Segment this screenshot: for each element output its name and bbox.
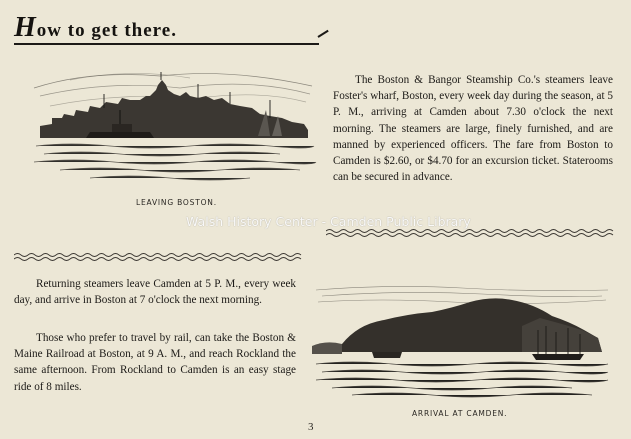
page-number: 3	[308, 421, 314, 433]
boston-harbor-engraving	[30, 66, 318, 184]
right-wave-divider	[326, 228, 616, 238]
left-wave-divider	[14, 252, 304, 262]
rail-paragraph: Those who prefer to travel by rail, can take the Boston & Maine Railroad at Boston, at 9 A. M., and reach Rockland the same afternoon. From Rockland to Camden is an easy stage ride of 8 miles.	[14, 332, 296, 393]
returning-paragraph: Returning steamers leave Camden at 5 P. M., every week day, and arrive in Boston at 7 o'clock the next morning.	[14, 278, 296, 307]
steamer-paragraph: The Boston & Bangor Steamship Co.'s steamers leave Foster's wharf, Boston, every week day during the season, at 5 P. M., arriving at Camden about 7.30 o'clock the next morning. The steamers are large, finely furnished, and are manned by experienced officers. The fare from Boston to Camden is $2.60, or $4.70 for an excursion ticket. Staterooms can be secured in advance.	[333, 74, 613, 184]
title-initial: H	[14, 12, 37, 43]
library-watermark: Walsh History Center - Camden Public Library	[186, 214, 471, 229]
title-underline-flourish	[317, 30, 328, 38]
boston-caption: LEAVING BOSTON.	[136, 198, 217, 207]
camden-harbor-engraving	[312, 282, 612, 400]
title-rest: ow to get there.	[36, 20, 177, 41]
title-underline	[14, 43, 319, 45]
page-title	[14, 12, 177, 44]
camden-caption: ARRIVAL AT CAMDEN.	[412, 409, 508, 418]
